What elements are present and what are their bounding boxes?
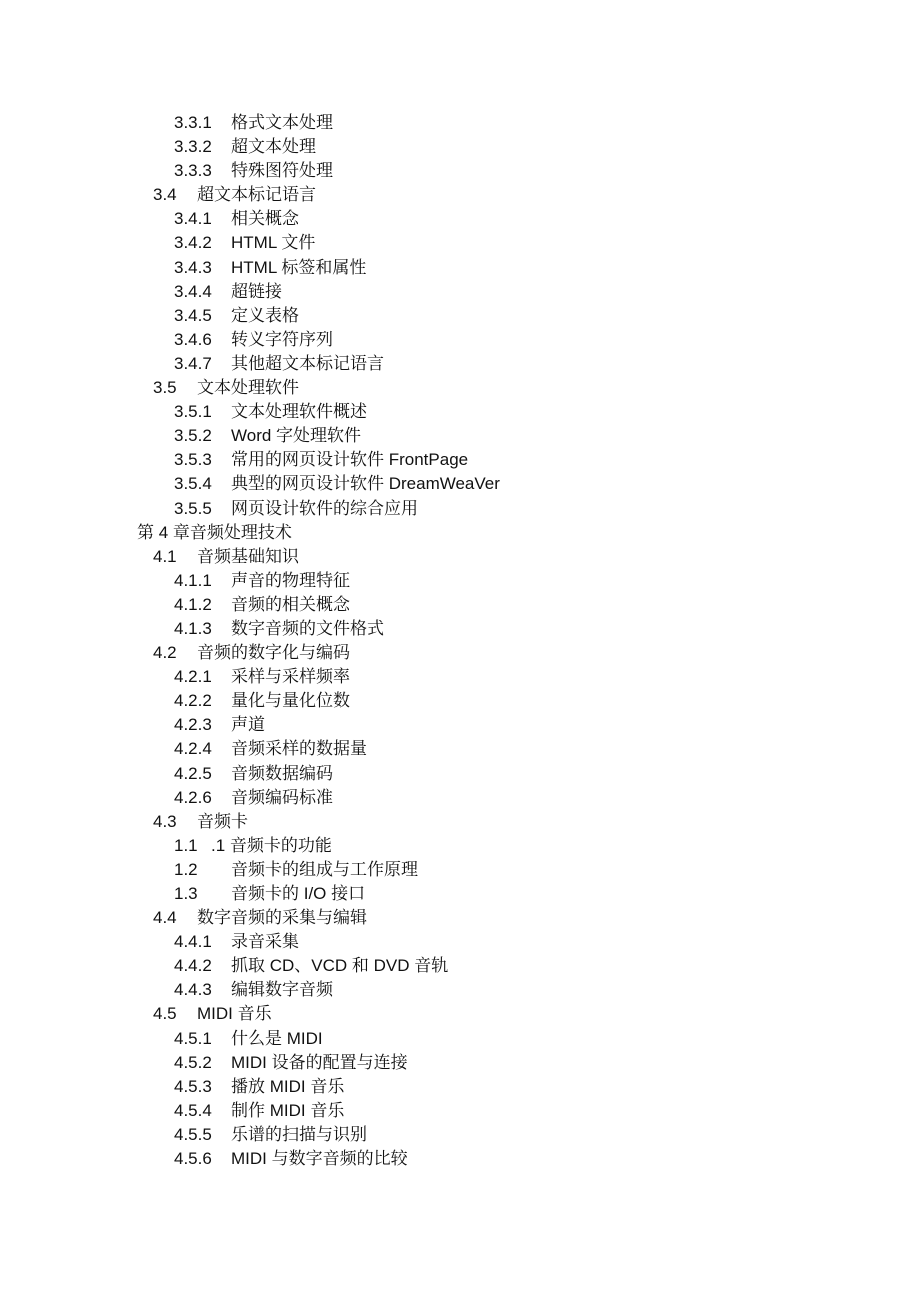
toc-entry-number: 4.5.5	[174, 1124, 212, 1144]
toc-entry	[0, 183, 920, 207]
toc-entry-number: 4.4.1	[174, 932, 212, 952]
toc-entry	[0, 954, 920, 978]
toc-entry	[0, 352, 920, 376]
toc-entry	[0, 1147, 920, 1171]
toc-entry-title: 典型的网页设计软件 DreamWeaVer	[231, 474, 500, 494]
toc-entry-number: 1.3	[174, 884, 198, 903]
toc-entry	[0, 159, 920, 183]
toc-entry-title: HTML 标签和属性	[231, 257, 367, 277]
toc-entry	[0, 713, 920, 737]
toc-entry-number: 4.5.2	[174, 1052, 212, 1072]
toc-entry-number: 3.3.1	[174, 113, 212, 132]
toc-entry-title: 量化与量化位数	[231, 691, 350, 711]
toc-entry-number: 3.3.2	[174, 137, 212, 157]
toc-entry-number: 4.3	[153, 811, 177, 831]
toc-entry	[0, 497, 920, 521]
toc-entry-title: MIDI 音乐	[197, 1004, 272, 1024]
toc-entry-title: 常用的网页设计软件 FrontPage	[231, 450, 469, 470]
toc-entry-number: 4.4	[153, 908, 177, 928]
toc-entry-title: 抓取 CD、VCD 和 DVD 音轨	[231, 956, 449, 976]
toc-entry-number: 4.2.6	[174, 787, 212, 807]
toc-entry-title: 音频采样的数据量	[231, 739, 367, 759]
toc-entry	[0, 231, 920, 255]
toc-entry	[0, 1123, 920, 1147]
toc-entry-title: 乐谱的扫描与识别	[231, 1124, 367, 1144]
toc-entry-number: 4.1.3	[174, 618, 212, 638]
toc-entry-title: 音频卡的 I/O 接口	[231, 884, 366, 903]
toc-entry-title: 音频卡	[197, 811, 248, 831]
toc-entry-number: 1.1	[174, 835, 198, 855]
toc-entry-number: 4.1	[153, 546, 177, 566]
toc-entry	[0, 617, 920, 641]
toc-entry-title: HTML 文件	[231, 233, 316, 253]
toc-entry	[0, 641, 920, 665]
toc-entry-title: 网页设计软件的综合应用	[231, 498, 418, 518]
toc-entry	[0, 569, 920, 593]
toc-entry-number: 3.4.1	[174, 209, 212, 229]
toc-entry-title: 其他超文本标记语言	[231, 353, 384, 373]
toc-entry-number: 4.2	[153, 643, 177, 663]
toc-entry-title: 文本处理软件	[197, 378, 299, 398]
toc-entry-number: 4.2.1	[174, 667, 212, 687]
toc-entry	[0, 858, 920, 882]
toc-entry-title: 音频的相关概念	[231, 594, 350, 614]
toc-entry	[0, 978, 920, 1002]
toc-entry-number: 4.1.2	[174, 594, 212, 614]
toc-entry-number: 3.5.5	[174, 498, 212, 518]
toc-entry	[0, 328, 920, 352]
toc-entry	[0, 135, 920, 159]
toc-entry-number: 3.4.5	[174, 305, 212, 325]
toc-entry-number: 4.2.3	[174, 715, 212, 735]
toc-entry	[0, 521, 920, 545]
toc-entry-title: 超文本标记语言	[197, 185, 316, 205]
toc-entry	[0, 906, 920, 930]
toc-entry-title: 采样与采样频率	[231, 667, 350, 687]
toc-entry-number: 3.4.4	[174, 281, 212, 301]
toc-entry	[0, 593, 920, 617]
toc-entry-title: 音频数据编码	[231, 763, 333, 783]
toc-entry-title: Word 字处理软件	[231, 426, 362, 446]
toc-entry-number: 4.2.2	[174, 691, 212, 711]
toc-entry-number: 3.5	[153, 378, 177, 398]
toc-entry	[0, 1027, 920, 1051]
toc-entry-title: 编辑数字音频	[231, 980, 333, 1000]
toc-entry-title: 音频基础知识	[197, 546, 299, 566]
toc-entry	[0, 545, 920, 569]
toc-entry-title: 超文本处理	[231, 137, 316, 157]
toc-entry-number: 4.1.1	[174, 570, 212, 590]
toc-entry-number: 3.4.2	[174, 233, 212, 253]
toc-entry	[0, 762, 920, 786]
toc-entry-title: 数字音频的文件格式	[231, 618, 384, 638]
toc-entry-title: 声音的物理特征	[231, 570, 350, 590]
toc-entry-title: 播放 MIDI 音乐	[231, 1076, 345, 1096]
toc-entry	[0, 1002, 920, 1026]
toc-entry-number: 3.4.6	[174, 329, 212, 349]
toc-entry-number: 4.5.6	[174, 1149, 212, 1169]
toc-entry-title: 音频的数字化与编码	[197, 643, 350, 663]
toc-entry-number: 4.2.4	[174, 739, 212, 759]
toc-entry	[0, 930, 920, 954]
toc-entry-number: 4.4.3	[174, 980, 212, 1000]
toc-entry-number: 4.5	[153, 1004, 177, 1024]
toc-entry-title: .1 音频卡的功能	[211, 835, 332, 855]
toc-entry-number: 3.5.1	[174, 402, 212, 422]
toc-entry-title: 相关概念	[231, 209, 299, 229]
toc-entry	[0, 256, 920, 280]
toc-entry	[0, 280, 920, 304]
toc-entry-title: 录音采集	[231, 932, 299, 952]
toc-entry-title: MIDI 设备的配置与连接	[231, 1052, 408, 1072]
toc-entry	[0, 400, 920, 424]
toc-entry-number: 3.5.2	[174, 426, 212, 446]
toc-entry	[0, 424, 920, 448]
toc-entry-title: 音频卡的组成与工作原理	[231, 859, 418, 879]
toc-entry	[0, 304, 920, 328]
toc-entry-number: 3.4	[153, 185, 177, 205]
toc-entry-title: 制作 MIDI 音乐	[231, 1100, 345, 1120]
toc-entry	[0, 810, 920, 834]
toc-entry-number: 3.3.3	[174, 161, 212, 181]
toc-entry	[0, 472, 920, 496]
toc-entry-title: 音频编码标准	[231, 787, 333, 807]
toc-entry	[0, 786, 920, 810]
toc-entry	[0, 665, 920, 689]
toc-entry-number: 4.5.4	[174, 1100, 212, 1120]
toc-entry-title: 转义字符序列	[231, 329, 333, 349]
toc-entry-number: 3.5.3	[174, 450, 212, 470]
toc-entry-number: 3.4.7	[174, 353, 212, 373]
toc-entry	[0, 111, 920, 135]
toc-entry-number: 4.4.2	[174, 956, 212, 976]
toc-entry-title: 数字音频的采集与编辑	[197, 908, 367, 928]
toc-entry	[0, 882, 920, 906]
toc-entry-title: 文本处理软件概述	[231, 402, 367, 422]
toc-entry	[0, 1099, 920, 1123]
table-of-contents	[0, 111, 920, 1171]
toc-entry-title: 超链接	[231, 281, 282, 301]
toc-entry-title: MIDI 与数字音频的比较	[231, 1149, 408, 1169]
toc-entry	[0, 737, 920, 761]
toc-entry-title: 什么是 MIDI	[231, 1028, 323, 1048]
toc-entry	[0, 834, 920, 858]
toc-entry	[0, 448, 920, 472]
toc-entry-title: 第 4 章音频处理技术	[137, 522, 292, 542]
toc-entry	[0, 1075, 920, 1099]
toc-entry-number: 3.5.4	[174, 474, 212, 494]
toc-entry-title: 特殊图符处理	[231, 161, 333, 181]
toc-entry-title: 格式文本处理	[231, 113, 333, 132]
toc-entry-number: 3.4.3	[174, 257, 212, 277]
toc-entry	[0, 689, 920, 713]
toc-entry-number: 4.2.5	[174, 763, 212, 783]
toc-entry-number: 1.2	[174, 859, 198, 879]
toc-entry-number: 4.5.1	[174, 1028, 212, 1048]
toc-entry	[0, 207, 920, 231]
toc-entry	[0, 1051, 920, 1075]
toc-entry	[0, 376, 920, 400]
toc-entry-number: 4.5.3	[174, 1076, 212, 1096]
toc-entry-title: 定义表格	[231, 305, 299, 325]
toc-entry-title: 声道	[231, 715, 265, 735]
